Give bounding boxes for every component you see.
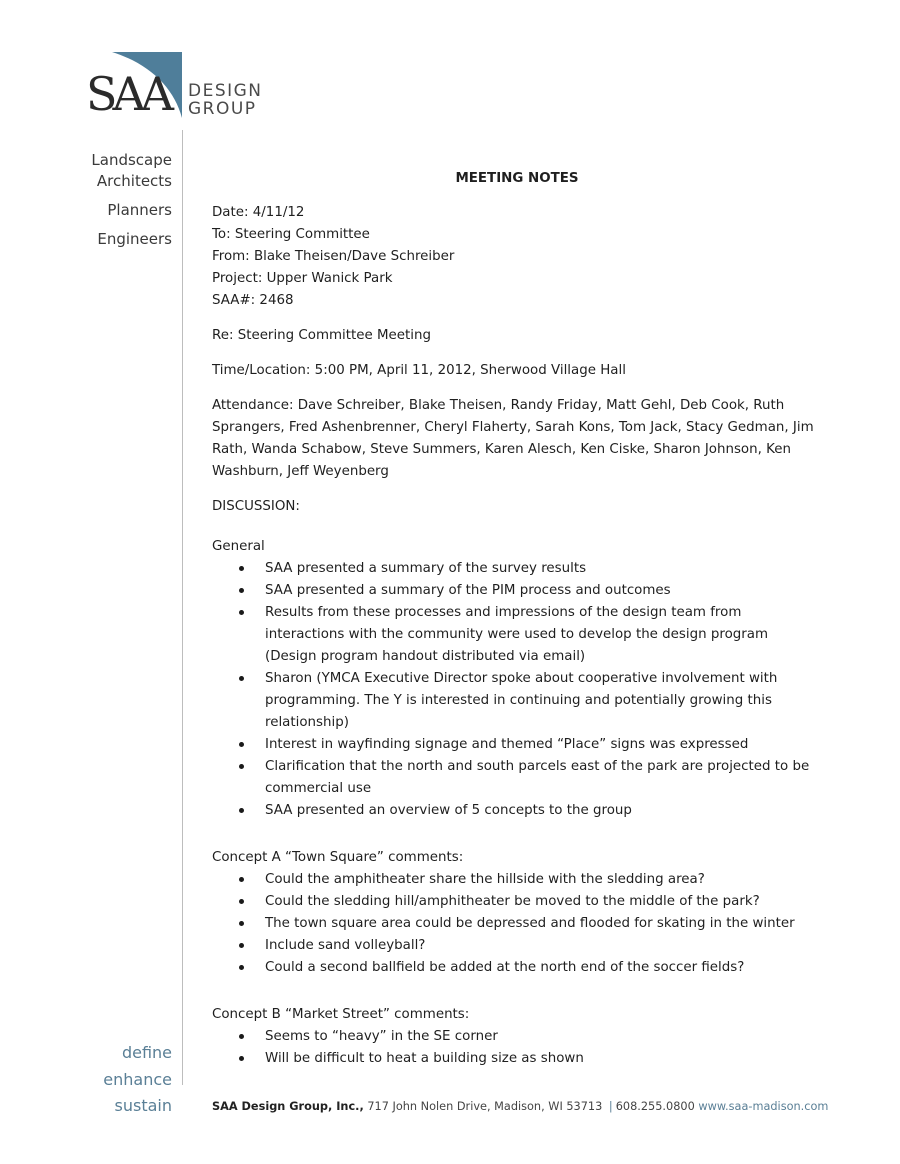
project-line: Project: Upper Wanick Park bbox=[212, 271, 393, 286]
role-landscape: Landscape bbox=[91, 151, 172, 169]
general-list bbox=[212, 558, 822, 822]
date-line: Date: 4/11/12 bbox=[212, 205, 305, 220]
to-line: To: Steering Committee bbox=[212, 227, 370, 242]
tagline-define: define bbox=[121, 1043, 172, 1062]
list-item: Interest in wayfinding signage and themed “Place” signs was expressed bbox=[265, 734, 822, 756]
list-item: SAA presented a summary of the survey results bbox=[265, 558, 822, 580]
discussion-heading: DISCUSSION: bbox=[212, 499, 300, 514]
role-engineers: Engineers bbox=[97, 230, 172, 248]
list-item: Will be difficult to heat a building size as shown bbox=[265, 1048, 822, 1070]
concept-b-section bbox=[212, 1004, 822, 1070]
list-item: Seems to “heavy” in the SE corner bbox=[265, 1026, 822, 1048]
list-item: SAA presented an overview of 5 concepts to the group bbox=[265, 800, 822, 822]
list-item: Sharon (YMCA Executive Director spoke about cooperative involvement with programming. The Y is interested in continuing and potentially growing this relationship) bbox=[265, 668, 822, 734]
list-item: The town square area could be depressed and flooded for skating in the winter bbox=[265, 913, 822, 935]
saa-logo bbox=[86, 52, 272, 122]
logo-saa-text: SAA bbox=[86, 67, 169, 121]
tagline-enhance: enhance bbox=[103, 1069, 172, 1089]
footer-company: SAA Design Group, Inc., bbox=[212, 1100, 364, 1113]
list-item: Clarification that the north and south parcels east of the park are projected to be commercial use bbox=[265, 756, 822, 800]
footer-separator: | bbox=[608, 1100, 613, 1113]
concept-a-heading: Concept A “Town Square” comments: bbox=[212, 850, 464, 865]
tagline-sustain: sustain bbox=[114, 1096, 172, 1115]
logo-design-text: DESIGN bbox=[188, 81, 263, 101]
list-item: Could a second ballfield be added at the north end of the soccer fields? bbox=[265, 957, 822, 979]
role-planners: Planners bbox=[107, 201, 172, 219]
concept-b-list bbox=[212, 1026, 822, 1070]
general-section bbox=[212, 536, 822, 822]
role-architects: Architects bbox=[96, 172, 172, 190]
attendance-paragraph: Attendance: Dave Schreiber, Blake Theisen, Randy Friday, Matt Gehl, Deb Cook, Ruth Sprangers, Fred Ashenbrenner, Cheryl Flaherty, Sarah Kons, Tom Jack, Stacy Gedman, Jim Rath, Wanda Schabow, Steve Summers, Karen Alesch, Ken Ciske, Sharon Johnson, Ken Washburn, Jeff Weyenberg bbox=[212, 398, 814, 479]
list-item: SAA presented a summary of the PIM process and outcomes bbox=[265, 580, 822, 602]
footer-address: 717 John Nolen Drive, Madison, WI 53713 bbox=[367, 1100, 603, 1113]
list-item: Could the amphitheater share the hillside with the sledding area? bbox=[265, 869, 822, 891]
logo-group-text: GROUP bbox=[188, 99, 257, 119]
sidebar-taglines bbox=[103, 1040, 172, 1120]
footer-website-link[interactable]: www.saa-madison.com bbox=[698, 1100, 829, 1113]
footer-phone: 608.255.0800 bbox=[615, 1100, 695, 1113]
concept-a-section bbox=[212, 847, 822, 979]
list-item: Results from these processes and impressions of the design team from interactions with the community were used to develop the design program (Design program handout distributed via email) bbox=[265, 602, 822, 668]
vertical-divider bbox=[182, 130, 183, 1085]
page-footer bbox=[212, 1100, 828, 1113]
re-line: Re: Steering Committee Meeting bbox=[212, 328, 431, 343]
time-location-line: Time/Location: 5:00 PM, April 11, 2012, Sherwood Village Hall bbox=[212, 363, 626, 378]
header-info bbox=[212, 202, 822, 312]
concept-b-heading: Concept B “Market Street” comments: bbox=[212, 1007, 470, 1022]
list-item: Include sand volleyball? bbox=[265, 935, 822, 957]
saa-number-line: SAA#: 2468 bbox=[212, 293, 294, 308]
list-item: Could the sledding hill/amphitheater be moved to the middle of the park? bbox=[265, 891, 822, 913]
sidebar-roles bbox=[91, 150, 172, 250]
from-line: From: Blake Theisen/Dave Schreiber bbox=[212, 249, 455, 264]
page-title: MEETING NOTES bbox=[455, 171, 579, 186]
meeting-notes-body bbox=[212, 168, 822, 1095]
general-heading: General bbox=[212, 539, 265, 554]
concept-a-list bbox=[212, 869, 822, 979]
